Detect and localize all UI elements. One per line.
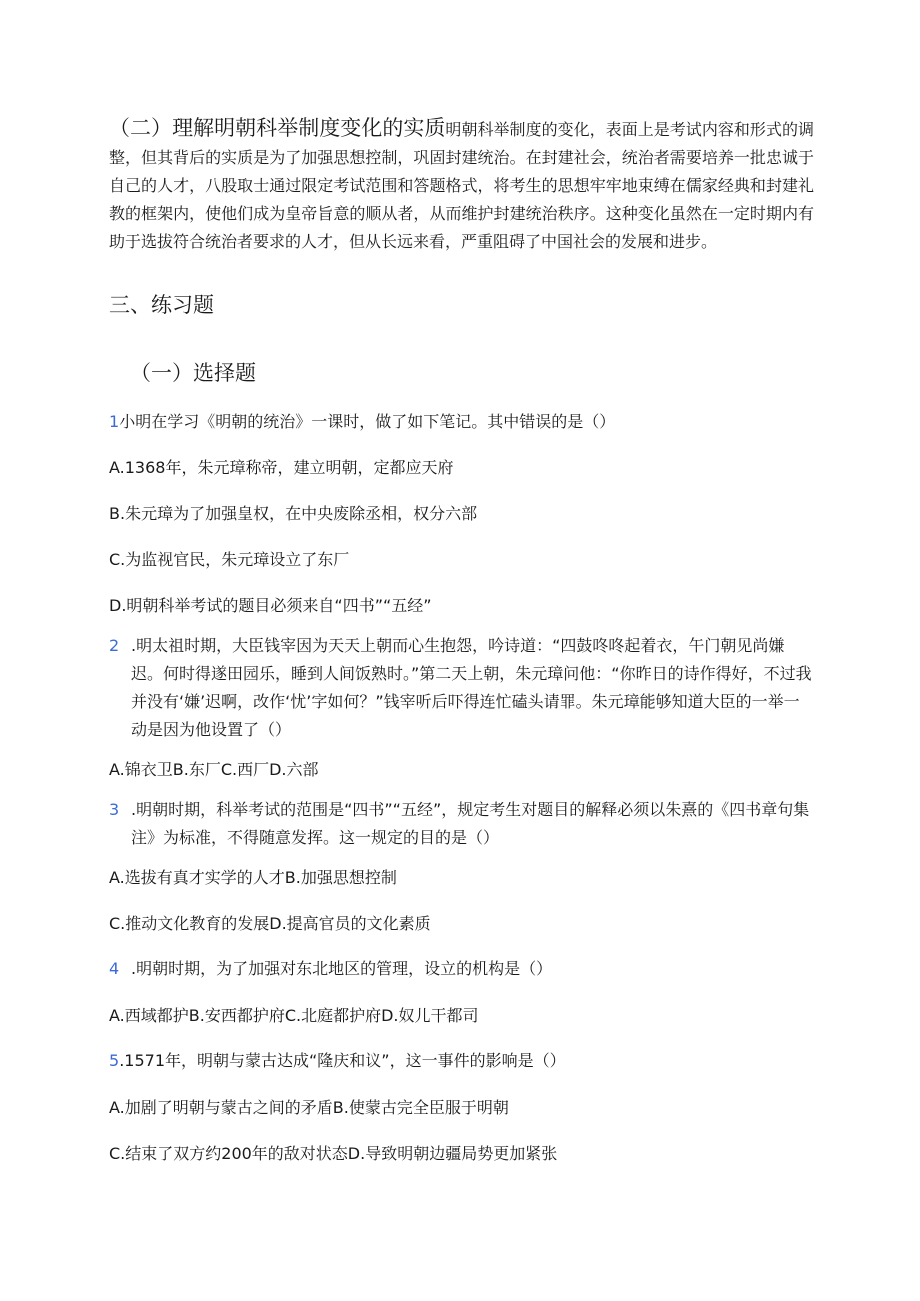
question-text: .1571年，明朝与蒙古达成“隆庆和议”，这一事件的影响是（） (119, 1051, 566, 1070)
question-3 (109, 796, 814, 852)
intro-paragraph (109, 114, 814, 256)
question-2 (109, 632, 814, 744)
question-2-options[interactable]: A.锦衣卫B.东厂C.西厂D.六部 (109, 760, 319, 779)
question-1-option-d[interactable]: D.明朝科举考试的题目必须来自“四书”“五经” (109, 596, 432, 615)
question-number: 1 (109, 412, 120, 431)
question-number: 4 (109, 959, 120, 978)
question-4 (109, 955, 814, 983)
intro-body: 明朝科举制度的变化，表面上是考试内容和形式的调整，但其背后的实质是为了加强思想控制，巩固封建统治。在封建社会，统治者需要培养一批忠诚于自己的人才，八股取士通过限定考试范围和答题格式，将考生的思想牢牢地束缚在儒家经典和封建礼教的框架内，使他们成为皇帝旨意的顺从者，从而维护封建统治秩序。这种变化虽然在一定时期内有助于选拔符合统治者要求的人才，但从长远来看，严重阻碍了中国社会的发展和进步。 (109, 120, 814, 251)
question-4-options[interactable]: A.西域都护B.安西都护府C.北庭都护府D.奴儿干都司 (109, 1006, 479, 1025)
question-3-options-cd[interactable]: C.推动文化教育的发展D.提高官员的文化素质 (109, 914, 431, 933)
question-text: .明朝时期，科举考试的范围是“四书”“五经”，规定考生对题目的解释必须以朱熹的《四书章句集注》为标准，不得随意发挥。这一规定的目的是（） (131, 800, 810, 847)
question-text: .明朝时期，为了加强对东北地区的管理，设立的机构是（） (131, 959, 553, 978)
question-number: 5 (109, 1051, 120, 1070)
section-title: 三、练习题 (109, 293, 214, 317)
question-5-options-ab[interactable]: A.加剧了明朝与蒙古之间的矛盾B.使蒙古完全臣服于明朝 (109, 1098, 509, 1117)
subsection-title: （一）选择题 (130, 361, 256, 385)
question-1 (109, 408, 814, 436)
question-text: 小明在学习《明朝的统治》一课时，做了如下笔记。其中错误的是（） (119, 412, 616, 431)
question-1-option-a[interactable]: A.1368年，朱元璋称帝，建立明朝，定都应天府 (109, 458, 454, 477)
question-5-options-cd[interactable]: C.结束了双方约200年的敌对状态D.导致明朝边疆局势更加紧张 (109, 1144, 558, 1163)
question-1-option-c[interactable]: C.为监视官民，朱元璋设立了东厂 (109, 550, 350, 569)
question-1-option-b[interactable]: B.朱元璋为了加强皇权，在中央废除丞相，权分六部 (109, 504, 478, 523)
question-text: .明太祖时期，大臣钱宰因为天天上朝而心生抱怨，吟诗道：“四鼓咚咚起着衣，午门朝见尚嫌迟。何时得遂田园乐，睡到人间饭熟时。”第二天上朝，朱元璋问他：“你昨日的诗作得好，不过我并没有‘嫌’迟啊，改作‘忧’字如何？”钱宰听后吓得连忙磕头请罪。朱元璋能够知道大臣的一举一动是因为他设置了（） (131, 636, 812, 739)
question-3-options-ab[interactable]: A.选拔有真才实学的人才B.加强思想控制 (109, 868, 397, 887)
question-number: 3 (109, 800, 120, 819)
question-number: 2 (109, 636, 120, 655)
intro-heading: （二）理解明朝科举制度变化的实质 (109, 116, 446, 140)
question-5 (109, 1047, 814, 1075)
